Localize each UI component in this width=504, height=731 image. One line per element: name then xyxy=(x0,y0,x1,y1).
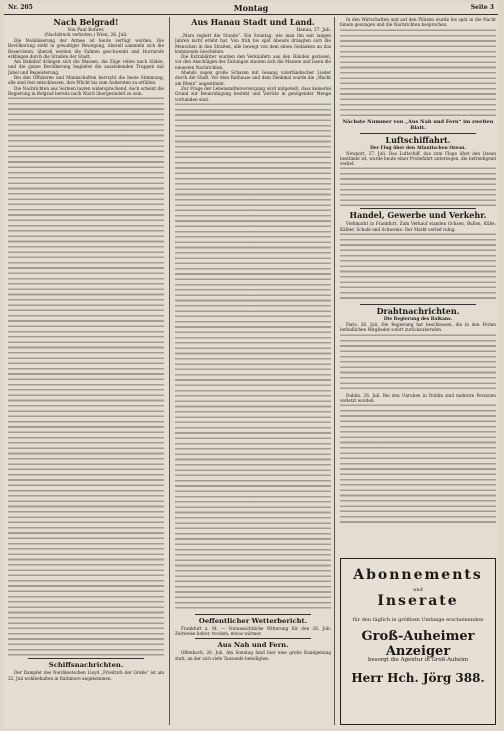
weekday: Montag xyxy=(233,3,269,13)
article-paragraph: „Mars regiert die Stunde“. Ein Sonntag, wie man ihn seit langen Jahren nicht erlebt hat. Von früh bis spät Abends drängten sich die Menschen in den Straßen, alle bewegt von dem einen Gedanken an das kommende Geschehen. xyxy=(175,33,331,54)
column-3 xyxy=(340,17,496,552)
page-header xyxy=(4,3,498,15)
ad-newspaper-name: Groß-Auheimer Anzeiger xyxy=(361,629,475,659)
article-paragraph: Bei den Offizieren und Mannschaften herrscht die beste Stimmung, alle sind fest entschlossen, ihre Pflicht bis zum Äußersten zu erfüllen. xyxy=(8,75,164,86)
article-headline: Nach Belgrad! xyxy=(53,17,119,27)
body-text-block xyxy=(340,166,496,206)
article-paragraph: Abends zogen große Scharen mit Gesang vaterländischer Lieder durch die Stadt. Vor dem Rathause und dem Denkmal wurde die „Wacht am Rhein“ angestimmt. xyxy=(175,70,331,86)
article-paragraph: Dublin, 26. Juli. Bei den Unruhen in Dublin sind mehrere Personen verletzt worden. xyxy=(340,392,496,403)
column-divider xyxy=(169,17,170,725)
article-paragraph: Zur Frage der Lebensmittelversorgung wird mitgeteilt, dass keinerlei Grund zur Beunruhigung besteht und Vorräte in genügender Menge vorhanden sind. xyxy=(175,85,331,102)
article-paragraph: Viehmarkt in Frankfurt. Zum Verkauf standen Ochsen, Bullen, Kühe, Kälber, Schafe und Schweine. Der Markt verlief ruhig. xyxy=(340,221,496,232)
column-1 xyxy=(8,17,164,725)
article-paragraph: Paris, 26. Juli. Die Regierung hat beschlossen, die in den Ferien befindlichen Mitglieder sofort zurückzuberufen. xyxy=(340,322,496,333)
body-text-block xyxy=(340,403,496,523)
issue-number: Nr. 205 xyxy=(8,4,33,11)
divider xyxy=(360,304,476,305)
divider xyxy=(360,133,476,134)
body-text-block xyxy=(340,333,496,393)
section-headline: Aus Hanau Stadt und Land. xyxy=(191,17,315,27)
article-paragraph: In den Wirtschaften und auf den Plätzen wurde bis spät in die Nacht hinein gesungen und die Nachrichten besprochen. xyxy=(340,17,496,28)
article-paragraph: Die Nachrichten aus Serbien lauten widersprechend, doch scheint die Regierung in Belgrad bereits nach Nisch übergesiedelt zu sein. xyxy=(8,85,164,96)
divider xyxy=(360,208,476,209)
ad-title-abonnements: Abonnements xyxy=(353,567,483,583)
ad-text: für den täglich in größtem Umfange erscheinenden xyxy=(352,617,484,623)
divider xyxy=(28,658,144,659)
article-subheadline: Der Flug über den Atlantischen Ozean. xyxy=(370,145,466,151)
article-paragraph: Am Bahnhof drängen sich die Massen, die Züge rollen nach Süden, und die ganze Bevölkerung begleitet die ausziehenden Truppen mit Jubel und Begeisterung. xyxy=(8,59,164,75)
article-paragraph: Offenbach, 26. Juli. Am Sonntag fand hier eine große Kundgebung statt, an der sich viele Tausende beteiligten. xyxy=(175,650,331,661)
article-paragraph: Der Dampfer des Norddeutschen Lloyd „Friedrich der Große“ ist am 22. Juli wohlbehalten in Baltimore angekommen. xyxy=(8,670,164,681)
page-number: Seite 3 xyxy=(470,4,494,11)
body-text-block xyxy=(340,28,496,118)
section-headline: Handel, Gewerbe und Verkehr. xyxy=(349,210,487,221)
section-headline: Aus Nah und Fern. xyxy=(217,641,289,650)
article-paragraph: Die Mobilisierung der Armee ist heute verfügt worden. Die Bevölkerung steht in gewaltiger Bewegung, überall sammeln sich die Reservisten, überall werden die Fahnen geschwenkt und Hurrarufe erklingen durch die Straßen der Stadt. xyxy=(8,38,164,59)
advertisement-box xyxy=(340,558,496,725)
article-subheadline: Die Regierung des Balkans. xyxy=(383,317,453,323)
weather-report: Frankfurt a. M. — Voraussichtliche Witterung für den 28. Juli: Zeitweise heiter, trocken, etwas wärmer. xyxy=(175,625,331,637)
article-paragraph: Die Extrablätter wurden den Verkäufern aus den Händen gerissen, vor den Anschlägen der Zeitungen stauten sich die Massen und lasen die neuesten Nachrichten. xyxy=(175,54,331,70)
divider xyxy=(195,614,311,615)
ad-conjunction: und xyxy=(413,587,423,593)
section-headline: Oeffentlicher Wetterbericht. xyxy=(198,616,308,625)
notice: Nächste Nummer von „Aus Nah und Fern“ im zweiten Blatt. xyxy=(342,118,494,131)
article-byline: Von Paul Bohrer. xyxy=(67,28,105,33)
column-divider xyxy=(334,17,335,725)
body-text-block xyxy=(8,96,164,656)
column-2 xyxy=(175,17,331,725)
article-dateline: (Nachdruck verboten.) Wien, 26. Juli. xyxy=(44,33,128,38)
ad-agent-name: Herr Hch. Jörg 388. xyxy=(351,671,485,685)
section-headline: Luftschiffahrt. xyxy=(385,134,451,145)
ad-title-inserate: Inserate xyxy=(377,593,459,609)
article-paragraph: Newport, 27. Juli. Das Luftschiff, das zum Fluge über den Ozean bestimmt ist, wurde heute einer Probefahrt unterzogen, die befriedigend verlief. xyxy=(340,150,496,167)
divider xyxy=(195,638,311,639)
article-dateline: Hanau, 27. Juli. xyxy=(296,28,331,33)
section-headline: Schiffsnachrichten. xyxy=(48,661,124,670)
ad-text: besorgt die Agentur in Groß-Auheim xyxy=(368,657,468,663)
newspaper-page xyxy=(4,3,498,728)
body-text-block xyxy=(175,102,331,612)
body-text-block xyxy=(340,232,496,302)
section-headline: Drahtnachrichten. xyxy=(376,306,460,317)
